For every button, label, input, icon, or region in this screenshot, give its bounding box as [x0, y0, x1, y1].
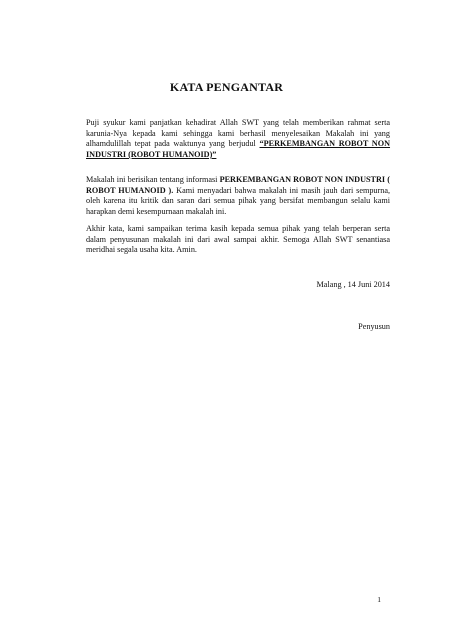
paragraph-intro	[86, 118, 390, 160]
paragraph-content-emphasis: PERKEMBANGAN ROBOT NON INDUSTRI ( ROBOT HUMANOID ).	[86, 175, 391, 195]
page-number: 1	[377, 595, 381, 604]
author-signature: Penyusun	[358, 322, 390, 331]
page-title: KATA PENGANTAR	[169, 80, 284, 94]
paragraph-content-suffix: Kami menyadari bahwa makalah ini masih jauh dari sempurna, oleh karena itu kritik dan saran dari semua pihak yang bersifat membangun selalu kami harapkan demi kesempurnaan makalah ini.	[86, 185, 391, 216]
paragraph-closing: Akhir kata, kami sampaikan terima kasih kepada semua pihak yang telah berperan serta dalam penyusunan makalah ini dari awal sampai akhir. Semoga Allah SWT senantiasa meridhai segala usaha kita. Amin.	[86, 224, 390, 255]
paragraph-content-prefix: Makalah ini berisikan tentang informasi	[86, 175, 220, 184]
paragraph-intro-text: Puji syukur kami panjatkan kehadirat Allah SWT yang telah memberikan rahmat serta karunia-Nya kepada kami sehingga kami berhasil menyelesaikan Makalah ini yang alhamdulillah tepat pada waktunya yang berjudul	[86, 118, 390, 149]
date-line: Malang , 14 Juni 2014	[316, 280, 390, 289]
paragraph-content	[86, 175, 390, 217]
paragraph-intro-title-emphasis: “PERKEMBANGAN ROBOT NON INDUSTRI (ROBOT HUMANOID)”	[86, 139, 391, 159]
